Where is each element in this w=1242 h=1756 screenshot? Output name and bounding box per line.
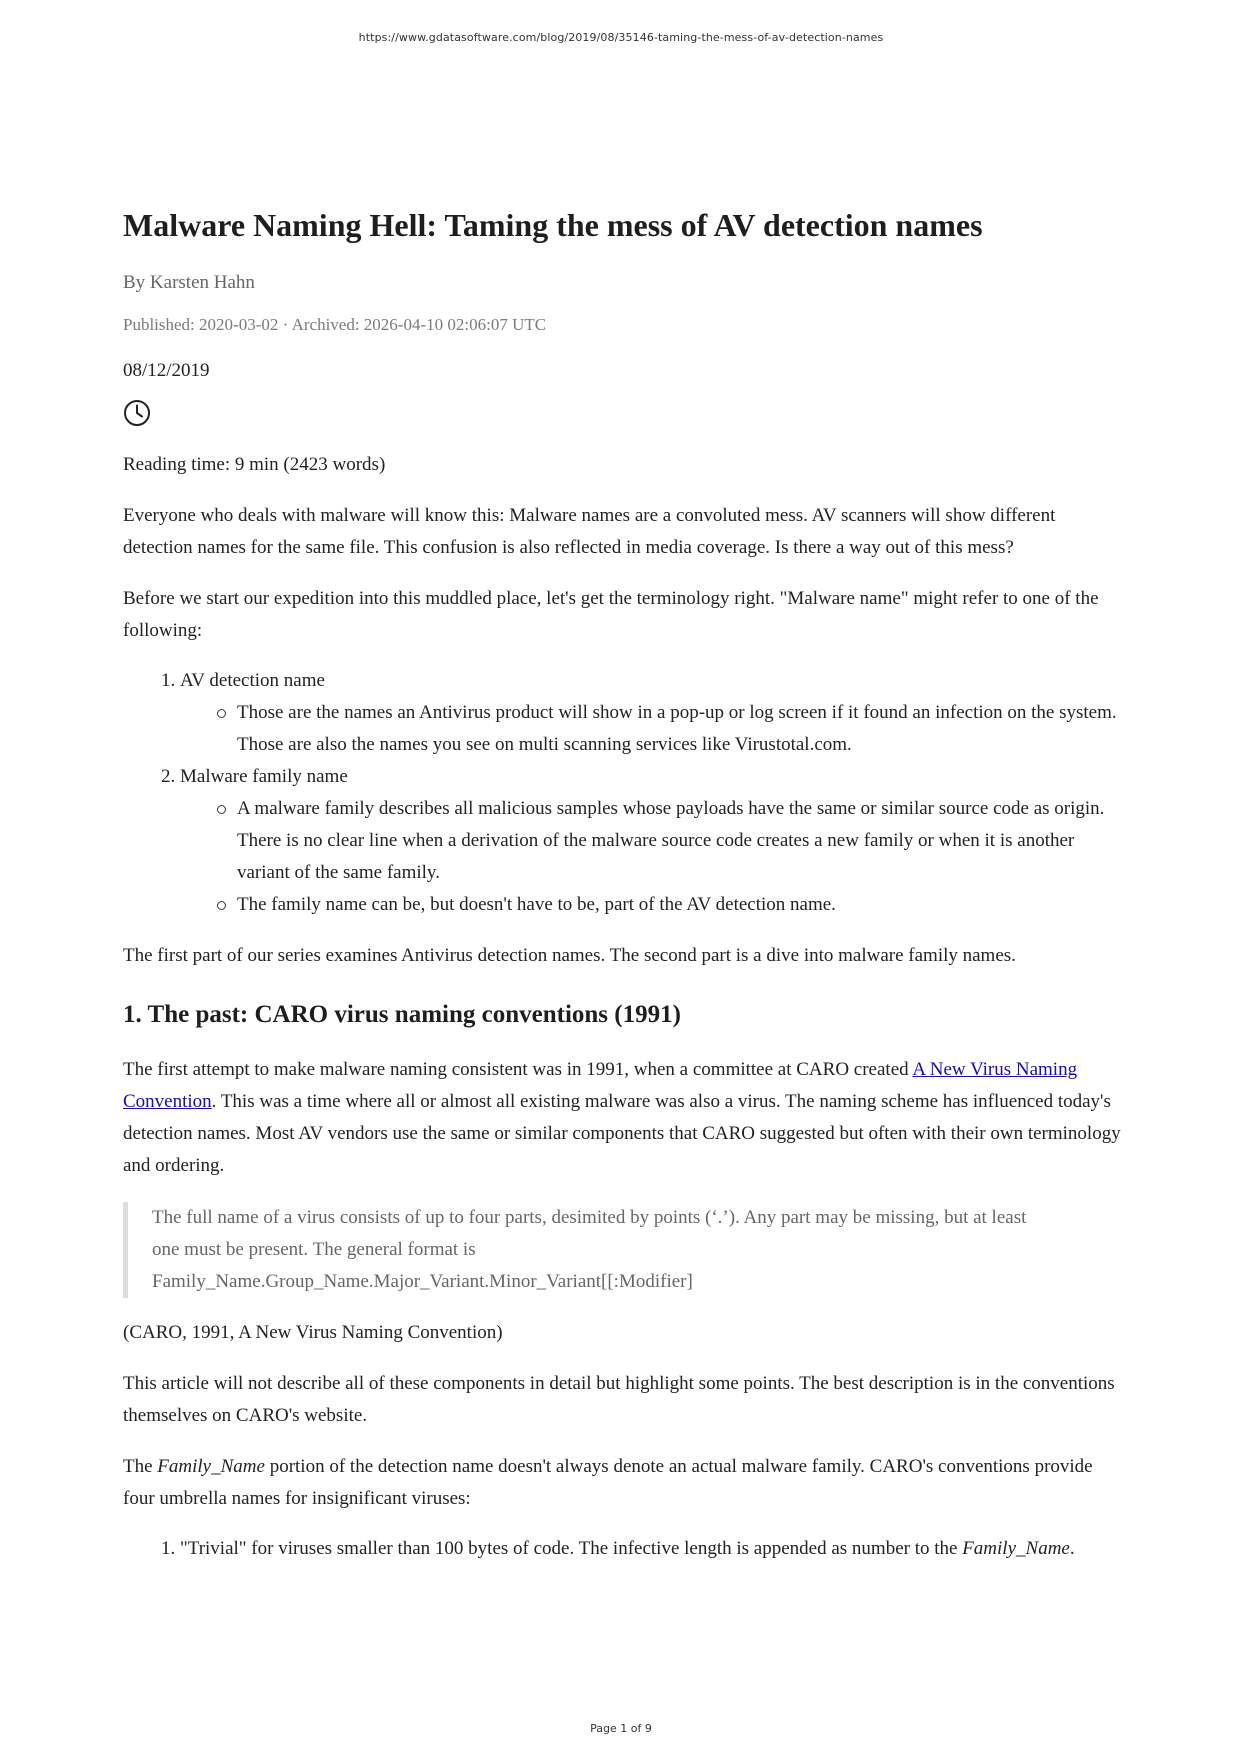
published-info: Published: 2020-03-02 · Archived: 2026-04-10 02:06:07 UTC	[123, 315, 547, 334]
caro-quote	[123, 1202, 1052, 1298]
page-number: Page 1 of 9	[590, 1722, 652, 1735]
list-item	[180, 761, 1123, 921]
print-url: https://www.gdatasoftware.com/blog/2019/08/35146-taming-the-mess-of-av-detection-names	[358, 31, 884, 44]
list-item: A malware family describes all malicious samples whose payloads have the same or similar source code as origin. There is no clear line when a derivation of the malware source code creates a new family or when it is another variant of the same family.	[237, 793, 1123, 889]
components-paragraph: This article will not describe all of these components in detail but highlight some points. The best description is in the conventions themselves on CARO's website.	[123, 1373, 1115, 1426]
list-item: 1. "Trivial" for viruses smaller than 100 bytes of code. The infective length is appended as number to the Family_Name.	[180, 1533, 1123, 1565]
caro-convention-link[interactable]: A New Virus Naming Convention	[123, 1059, 1078, 1112]
byline: By Karsten Hahn	[123, 272, 255, 293]
intro-paragraph: Everyone who deals with malware will know this: Malware names are a convoluted mess. AV scanners will show different detection names for the same file. This confusion is also reflected in media coverage. Is there a way out of this mess?	[123, 505, 1056, 558]
quote-text: The full name of a virus consists of up to four parts, desimited by points (‘.’). Any part may be missing, but at least one must be present. The general format is	[152, 1207, 1027, 1260]
term-label: AV detection name	[180, 670, 325, 691]
clock-icon	[123, 399, 151, 427]
reading-time: Reading time: 9 min (2423 words)	[123, 454, 386, 475]
list-item: The family name can be, but doesn't have to be, part of the AV detection name.	[237, 889, 1123, 921]
caro-paragraph: The first attempt to make malware naming consistent was in 1991, when a committee at CARO created A New Virus Naming Convention. This was a time where all or almost all existing malware was also a virus. The naming scheme has influenced today's detection names. Most AV vendors use the same or similar components that CARO suggested but often with their own terminology and ordering.	[123, 1059, 1121, 1176]
article	[123, 205, 1123, 1565]
family-name-paragraph: The Family_Name portion of the detection name doesn't always denote an actual malware family. CARO's conventions provide four umbrella names for insignificant viruses:	[123, 1456, 1093, 1509]
terminology-list	[123, 665, 1123, 921]
terminology-paragraph: Before we start our expedition into this muddled place, let's get the terminology right. "Malware name" might refer to one of the following:	[123, 588, 1099, 641]
sub-list	[180, 697, 1123, 761]
list-item: Those are the names an Antivirus product will show in a pop-up or log screen if it found an infection on the system. Those are also the names you see on multi scanning services like Virustotal.com.	[237, 697, 1123, 761]
umbrella-names-list	[123, 1533, 1123, 1565]
quote-format: Family_Name.Group_Name.Major_Variant.Minor_Variant[[:Modifier]	[152, 1271, 693, 1292]
section-heading: 1. The past: CARO virus naming conventions (1991)	[123, 1001, 681, 1028]
list-item	[180, 665, 1123, 761]
quote-citation: (CARO, 1991, A New Virus Naming Convention)	[123, 1322, 503, 1343]
term-label: Malware family name	[180, 766, 348, 787]
article-title: Malware Naming Hell: Taming the mess of AV detection names	[123, 207, 983, 243]
sub-list	[180, 793, 1123, 921]
series-note: The first part of our series examines Antivirus detection names. The second part is a dive into malware family names.	[123, 945, 1016, 966]
post-date: 08/12/2019	[123, 360, 210, 381]
